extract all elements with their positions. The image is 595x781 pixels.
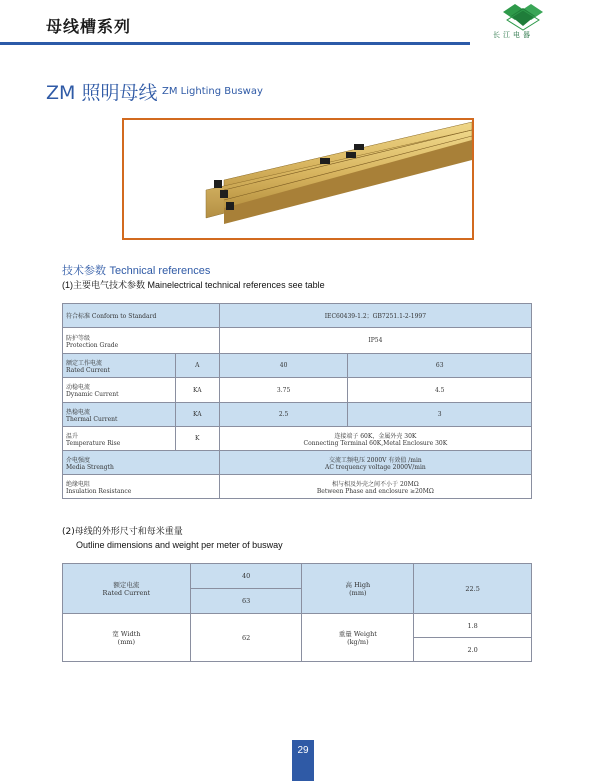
t2-width-value: 62 bbox=[190, 614, 302, 662]
insulation-label bbox=[63, 475, 220, 499]
dynamic-label bbox=[63, 378, 176, 403]
protection-en: Protection Grade bbox=[66, 341, 119, 349]
table-row bbox=[63, 378, 532, 403]
t2-rated-en: Rated Current bbox=[102, 589, 151, 597]
protection-cn: 防护等级 bbox=[66, 334, 91, 342]
t2-weight-unit: (kg/m) bbox=[347, 638, 369, 646]
rated-en: Rated Current bbox=[66, 366, 110, 374]
table-row bbox=[63, 304, 532, 328]
product-photo bbox=[122, 118, 474, 240]
tech-heading-cn: 技术参数 bbox=[62, 264, 106, 277]
temp-en: Temperature Rise bbox=[66, 439, 121, 447]
t2-rated-cn: 额定电流 bbox=[113, 581, 140, 589]
table-row bbox=[63, 354, 532, 378]
table-row bbox=[63, 427, 532, 451]
electrical-table bbox=[62, 303, 532, 499]
temp-value bbox=[219, 427, 531, 451]
table-row bbox=[63, 328, 532, 354]
dynamic-en: Dynamic Current bbox=[66, 391, 119, 398]
temp-cn: 温升 bbox=[66, 432, 79, 440]
t2-weight-label bbox=[302, 614, 414, 662]
media-cn: 介电强度 bbox=[66, 456, 91, 464]
standard-value: IEC60439-1.2；GB7251.1-2-1997 bbox=[219, 304, 531, 328]
t2-weight-value-1: 1.8 bbox=[414, 614, 532, 638]
tech-heading bbox=[62, 262, 210, 278]
temp-value-en: Connecting Terminal 60K,Metal Enclosure 30K bbox=[303, 439, 448, 447]
thermal-unit: KA bbox=[175, 403, 219, 427]
page-number: 29 bbox=[292, 740, 314, 781]
dynamic-value-1: 3.75 bbox=[219, 378, 348, 403]
t2-rated-value-2: 63 bbox=[190, 589, 302, 614]
t2-height-unit: (mm) bbox=[349, 589, 367, 597]
media-label bbox=[63, 451, 220, 475]
media-en: Media Strength bbox=[66, 463, 114, 471]
series-title: 母线槽系列 bbox=[46, 17, 132, 36]
section-subtitle: ZM Lighting Busway bbox=[162, 86, 263, 97]
rated-label bbox=[63, 354, 176, 378]
rated-value-2: 63 bbox=[348, 354, 532, 378]
media-value-cn: 交流工频电压 2000V 有效值 /min bbox=[328, 456, 422, 464]
insulation-value-en: Between Phase and enclosure ≥20MΩ bbox=[316, 487, 434, 495]
media-value bbox=[219, 451, 531, 475]
rated-cn: 额定工作电流 bbox=[66, 359, 103, 367]
table-row bbox=[63, 451, 532, 475]
thermal-en: Thermal Current bbox=[66, 415, 118, 423]
dynamic-unit: KA bbox=[175, 378, 219, 403]
table-row bbox=[63, 614, 532, 638]
page-header bbox=[0, 0, 595, 48]
t2-rated-value-1: 40 bbox=[190, 564, 302, 589]
dims-line-cn: (2)母线的外形尺寸和每米重量 bbox=[62, 527, 183, 537]
standard-label: 符合标准 Conform to Standard bbox=[63, 304, 220, 328]
thermal-cn: 热稳电流 bbox=[66, 408, 91, 416]
insulation-en: Insulation Resistance bbox=[66, 487, 132, 495]
table-row bbox=[63, 564, 532, 589]
t2-weight-value-2: 2.0 bbox=[414, 638, 532, 662]
temp-value-cn: 连接端子 60K，金属外壳 30K bbox=[334, 432, 417, 440]
t2-height-label bbox=[302, 564, 414, 614]
thermal-value-1: 2.5 bbox=[219, 403, 348, 427]
t2-height-value: 22.5 bbox=[414, 564, 532, 614]
thermal-value-2: 3 bbox=[348, 403, 532, 427]
insulation-cn: 绝缘电阻 bbox=[66, 480, 91, 488]
protection-value: IP54 bbox=[219, 328, 531, 354]
insulation-value-cn: 相与相及外壳之间不小于 20MΩ bbox=[332, 480, 419, 488]
dynamic-cn: 动稳电流 bbox=[66, 384, 91, 391]
busway-illustration bbox=[124, 120, 472, 238]
rated-value-1: 40 bbox=[219, 354, 348, 378]
table-row bbox=[63, 475, 532, 499]
t2-width-unit: (mm) bbox=[117, 638, 136, 646]
rated-unit: A bbox=[175, 354, 219, 378]
dimensions-table bbox=[62, 563, 532, 662]
table-row bbox=[63, 403, 532, 427]
dims-line-en: Outline dimensions and weight per meter of busway bbox=[76, 540, 283, 550]
header-rule bbox=[0, 42, 470, 45]
logo-text: 长江电器 bbox=[493, 31, 533, 39]
temp-label bbox=[63, 427, 176, 451]
thermal-label bbox=[63, 403, 176, 427]
t2-height-cn: 高 High bbox=[345, 581, 371, 589]
media-value-en: AC trequency voltage 2000V/min bbox=[324, 463, 426, 471]
t2-weight-cn: 重量 Weight bbox=[338, 630, 377, 638]
tech-heading-en: Technical references bbox=[109, 265, 211, 277]
t2-width-label bbox=[63, 614, 191, 662]
insulation-value bbox=[219, 475, 531, 499]
t2-width-cn: 宽 Width bbox=[112, 630, 141, 638]
t2-rated-label bbox=[63, 564, 191, 614]
dynamic-value-2: 4.5 bbox=[348, 378, 532, 403]
temp-unit: K bbox=[175, 427, 219, 451]
tech-line: (1)主要电气技术参数 Mainelectrical technical references see table bbox=[62, 280, 325, 290]
protection-label bbox=[63, 328, 220, 354]
section-title: ZM 照明母线 bbox=[46, 82, 158, 104]
